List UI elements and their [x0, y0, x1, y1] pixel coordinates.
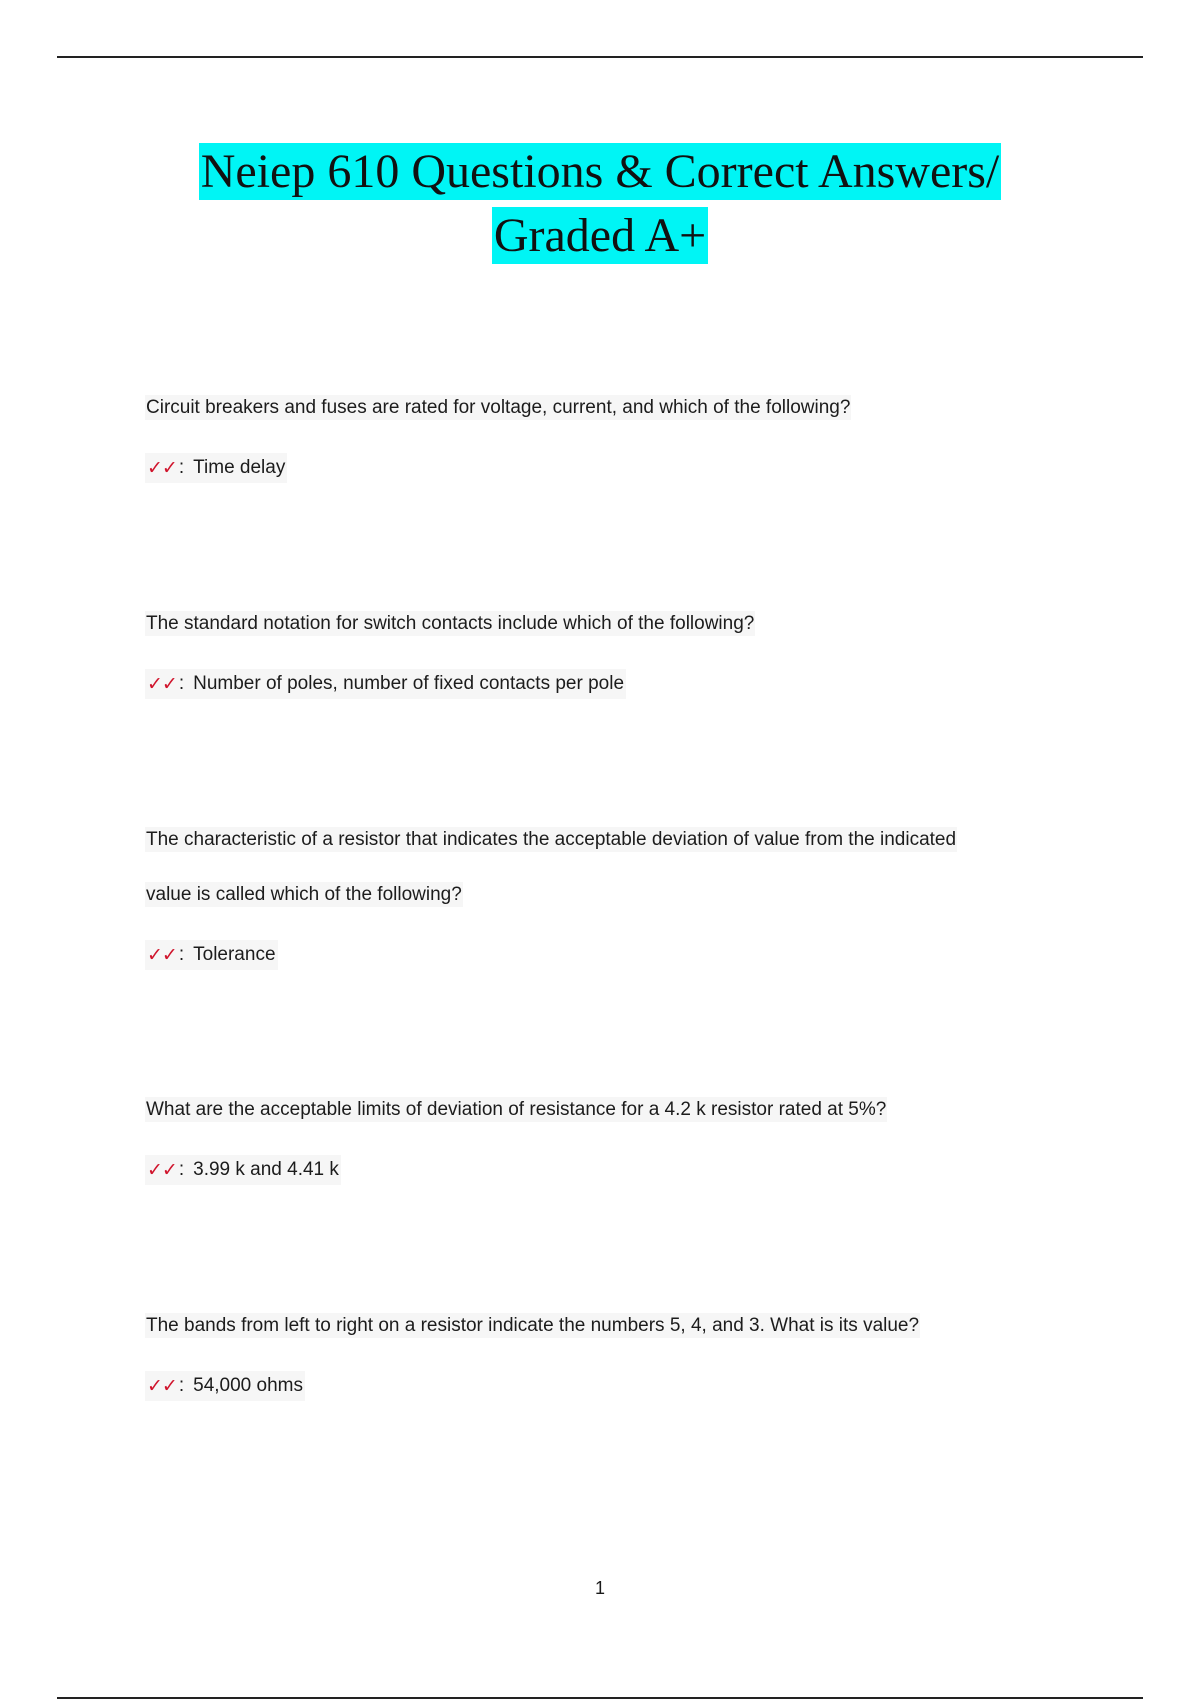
answer-text: Tolerance: [193, 944, 276, 965]
double-check-icon: ✓✓: [147, 1375, 177, 1397]
answer-row: ✓✓ : Number of poles, number of fixed contacts per pole: [145, 669, 1085, 699]
qa-item-2: [145, 596, 1085, 699]
question-text: The characteristic of a resistor that indicates the acceptable deviation of value from the indicated: [146, 829, 957, 850]
page-number: 1: [594, 1578, 605, 1598]
qa-item-5: [145, 1298, 1085, 1401]
answer-row: ✓✓ : 3.99 k and 4.41 k: [145, 1155, 1085, 1185]
question-text: The standard notation for switch contacts include which of the following?: [146, 613, 755, 634]
answer-row: ✓✓ : 54,000 ohms: [145, 1371, 1085, 1401]
answer-text: Number of poles, number of fixed contacts per pole: [193, 673, 625, 694]
title-line-1: Neiep 610 Questions & Correct Answers/: [200, 145, 1000, 198]
double-check-icon: ✓✓: [147, 673, 177, 695]
document-title: [0, 140, 1200, 268]
qa-item-1: [145, 380, 1085, 483]
answer-text: Time delay: [193, 457, 286, 478]
question-text: The bands from left to right on a resistor indicate the numbers 5, 4, and 3. What is its value?: [146, 1315, 920, 1336]
header-rule: [57, 56, 1143, 58]
answer-text: 3.99 k and 4.41 k: [193, 1159, 339, 1180]
double-check-icon: ✓✓: [147, 944, 177, 966]
qa-item-3: [145, 812, 1085, 970]
double-check-icon: ✓✓: [147, 457, 177, 479]
double-check-icon: ✓✓: [147, 1159, 177, 1181]
answer-row: ✓✓ : Time delay: [145, 453, 1085, 483]
answer-text: 54,000 ohms: [193, 1375, 303, 1396]
question-text-continued: value is called which of the following?: [146, 884, 462, 905]
title-line-2: Graded A+: [493, 209, 707, 262]
footer-rule: [57, 1697, 1143, 1699]
qa-item-4: [145, 1082, 1085, 1185]
answer-row: ✓✓ : Tolerance: [145, 940, 1085, 970]
question-text: What are the acceptable limits of deviation of resistance for a 4.2 k resistor rated at 5%?: [146, 1099, 887, 1120]
question-text: Circuit breakers and fuses are rated for voltage, current, and which of the following?: [146, 397, 851, 418]
